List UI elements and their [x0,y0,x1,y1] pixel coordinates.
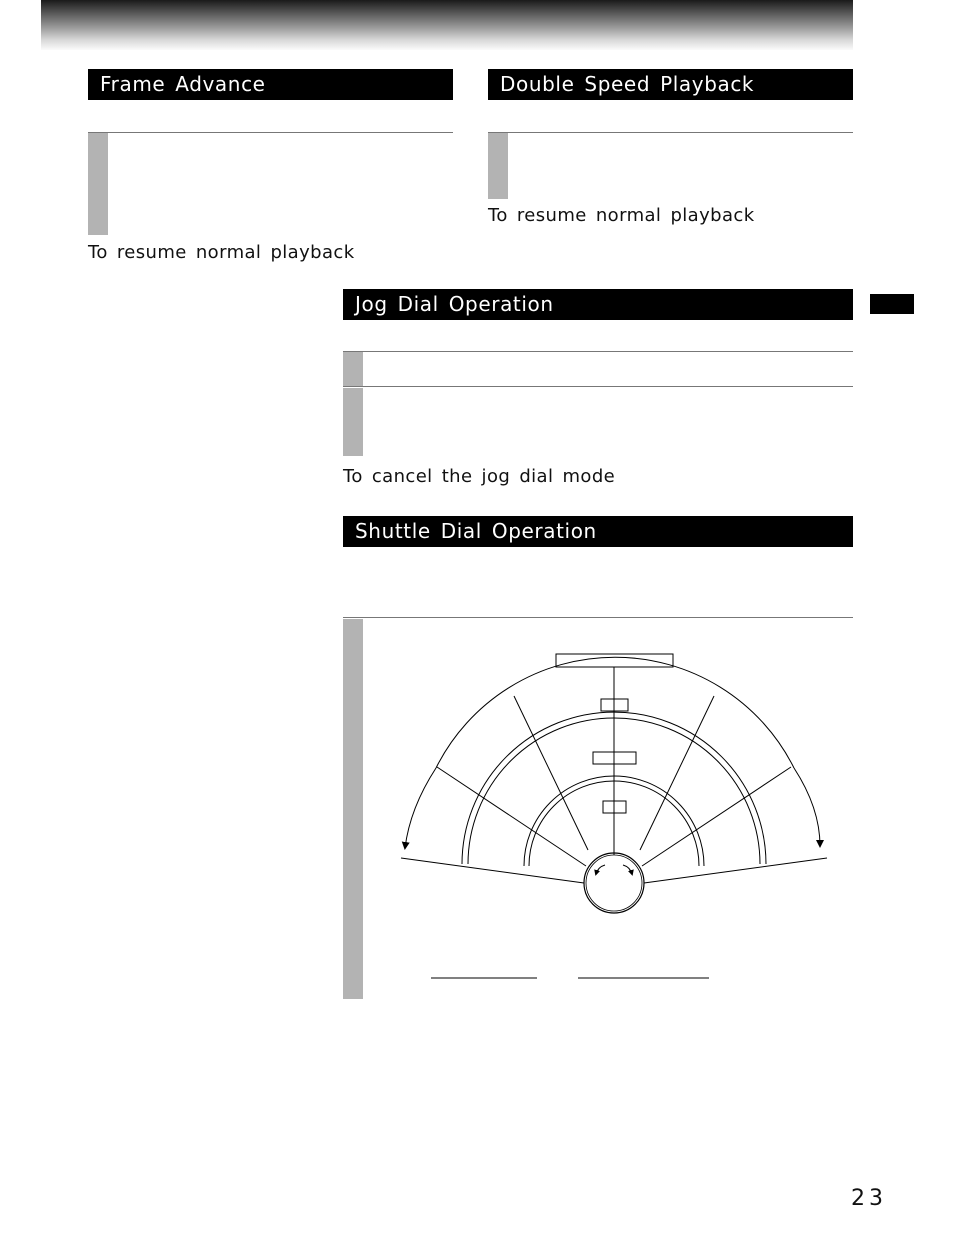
section-title-double-speed: Double Speed Playback [488,69,853,100]
shuttle-label-box [556,654,673,667]
page-number: 23 [851,1186,887,1211]
rotate-arrows-icon [596,865,632,874]
section-title-jog-dial: Jog Dial Operation [343,289,853,320]
frame-advance-resume-note: To resume normal playback [88,242,355,263]
jog-dial-cancel-note: To cancel the jog dial mode [343,466,616,487]
section-title-shuttle-dial: Shuttle Dial Operation [343,516,853,547]
section-title-frame-advance: Frame Advance [88,69,453,100]
double-speed-resume-note: To resume normal playback [488,205,755,226]
